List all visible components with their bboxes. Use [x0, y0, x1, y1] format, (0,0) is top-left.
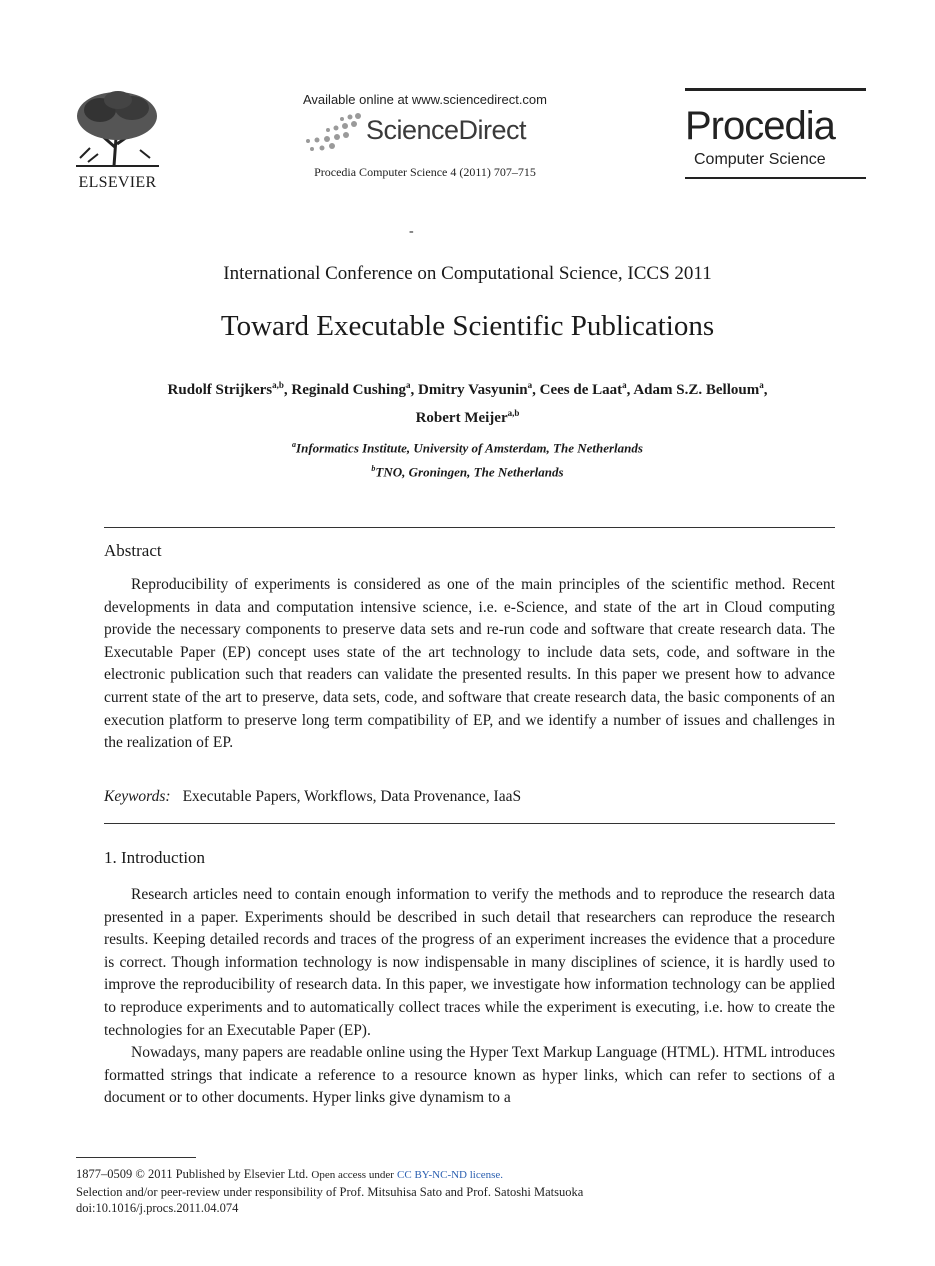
keywords-text: Executable Papers, Workflows, Data Provenance, IaaS: [182, 788, 522, 805]
affiliation: $^a$Informatics Institute, University of Amsterdam, The Netherlands: [292, 440, 643, 456]
sciencedirect-wordmark: ScienceDirect: [366, 115, 527, 145]
footnote-rule: [76, 1157, 196, 1158]
procedia-wordmark: Procedia: [685, 104, 835, 148]
procedia-bottom-rule: [685, 177, 866, 179]
affiliations: [0, 434, 935, 483]
procedia-logo: [685, 88, 866, 179]
procedia-subtitle: Computer Science: [694, 151, 826, 168]
sciencedirect-dots-icon: [302, 113, 364, 153]
sciencedirect-block: [260, 92, 590, 180]
abstract-bottom-rule: [104, 823, 835, 824]
introduction-body: [104, 884, 835, 1110]
keywords-label: Keywords:: [104, 788, 171, 805]
peer-review-line: Selection and/or peer-review under responsibility of Prof. Mitsuhisa Sato and Prof. Satoshi Matsuoka: [76, 1184, 584, 1199]
affiliation: $^b$TNO, Groningen, The Netherlands: [371, 464, 564, 480]
paragraph: Nowadays, many papers are readable online using the Hyper Text Markup Language (HTML). HTML introduces formatted strings that indicate a reference to a resource known as hyper links, which can refer to sections of a document or to other documents. Hyper links give dynamism to a: [104, 1044, 835, 1107]
abstract-text: Reproducibility of experiments is considered as one of the main principles of the scientific method. Recent developments in data and computation intensive science, i.e. e-Science, and state of the art in Cloud computing provide the necessary components to preserve data sets and re-run code and software that create research data. The Executable Paper (EP) concept uses state of the art technology to include data sets, code, and software in the electronic publication such that readers can validate the presented results. In this paper we present how to advance current state of the art to preserve, data sets, code, and software that create research data, the basic components of an execution platform to preserve long term compatibility of EP, and we identify a number of issues and challenges in the realization of EP.: [104, 576, 835, 752]
abstract-top-rule: [104, 527, 835, 528]
procedia-top-rule: [685, 88, 866, 91]
elsevier-tree-icon: [70, 88, 165, 170]
sciencedirect-logo: [260, 111, 590, 155]
paper-title: Toward Executable Scientific Publications: [220, 310, 715, 342]
copyright-line: 1877–0509 © 2011 Published by Elsevier Ltd. Open access under CC BY-NC-ND license.: [76, 1167, 504, 1181]
journal-citation: Procedia Computer Science 4 (2011) 707–715: [314, 165, 536, 179]
author: Rudolf Strijkers$^{a,b}$,: [167, 380, 292, 398]
elsevier-logo: [70, 88, 165, 191]
author-list: [95, 374, 840, 430]
footer: [76, 1166, 583, 1217]
author: Dmitry Vasyunin$^a$,: [418, 380, 540, 398]
paragraph: Research articles need to contain enough information to verify the methods and to reproduce the research data presented in a paper. Experiments should be described in such detail that researchers can reproduce the research results. Keeping detailed records and traces of the progress of an experiment increases the evidence that a procedure is correct. Though information technology is now indispensable in many disciplines of science, it is hardly used to improve the reproducibility of research data. In this paper, we investigate how information technology can be applied to reproduce experiments and to automatically collect traces while the experiment is executing, i.e. how to create the technologies for an Executable Paper (EP).: [104, 886, 835, 1039]
section-heading-introduction: 1. Introduction: [104, 848, 206, 867]
author: Adam S.Z. Belloum$^a$,: [633, 380, 768, 398]
elsevier-wordmark: ELSEVIER: [78, 174, 157, 191]
author: Reginald Cushing$^a$,: [291, 380, 419, 398]
author: Robert Meijer$^{a,b}$: [415, 408, 520, 426]
author: Cees de Laat$^a$,: [539, 380, 634, 398]
abstract-heading: Abstract: [104, 541, 162, 560]
doi-line[interactable]: doi:10.1016/j.procs.2011.04.074: [76, 1201, 239, 1215]
available-online-text[interactable]: Available online at www.sciencedirect.com: [303, 92, 547, 107]
conference-name: International Conference on Computational Science, ICCS 2011: [223, 263, 712, 284]
license-link[interactable]: CC BY-NC-ND license.: [397, 1169, 504, 1181]
keywords: [104, 788, 521, 806]
header-dash: -: [409, 224, 414, 239]
